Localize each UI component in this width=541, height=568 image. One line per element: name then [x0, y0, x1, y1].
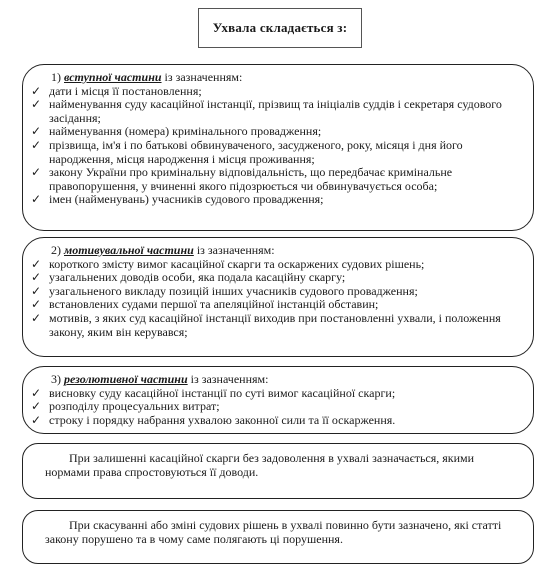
section-heading [51, 373, 521, 387]
page-title: Ухвала складається з: [212, 20, 348, 35]
title-box [198, 8, 362, 48]
note-text: При скасуванні або зміні судових рішень в ухвалі повинно бути зазначено, які статті закону порушено та в чому саме полягають ці порушення. [45, 518, 502, 546]
list-item: ✓ дати і місця її постановлення; [31, 83, 202, 98]
checkmark-icon: ✓ [31, 283, 42, 298]
list-item: ✓ строку і порядку набрання ухвалою законної сили та її оскарження. [31, 412, 396, 427]
list-item: ✓ розподілу процесуальних витрат; [31, 399, 220, 414]
checkmark-icon: ✓ [31, 310, 42, 325]
checkmark-icon: ✓ [31, 137, 42, 152]
list-item: ✓ найменування суду касаційної інстанції, прізвищ та ініціалів суддів і секретаря судового засідання; [31, 97, 502, 125]
note-dismissal [22, 443, 534, 499]
list-item: ✓ найменування (номера) кримінального провадження; [31, 124, 322, 139]
section-name: мотивувальної частини [64, 243, 194, 257]
checkmark-icon: ✓ [31, 97, 42, 112]
section-number: 3) [51, 372, 61, 386]
checkmark-icon: ✓ [31, 124, 42, 139]
section-number: 1) [51, 70, 61, 84]
checkmark-icon: ✓ [31, 270, 42, 285]
list-item: ✓ короткого змісту вимог касаційної скарги та оскаржених судових рішень; [31, 256, 425, 271]
section-resolutive [22, 366, 534, 434]
checkmark-icon: ✓ [31, 399, 42, 414]
section-motivational [22, 237, 534, 357]
section-suffix: із зазначенням: [161, 70, 243, 84]
section-heading [51, 71, 521, 85]
list-item: ✓ встановлених судами першої та апеляційної інстанцій обставин; [31, 297, 379, 312]
section-introductory [22, 64, 534, 231]
section-suffix: із зазначенням: [193, 243, 275, 257]
note-annulment [22, 510, 534, 564]
list-item: ✓ висновку суду касаційної інстанції по суті вимог касаційної скарги; [31, 385, 396, 400]
list-item: ✓ узагальнених доводів особи, яка подала касаційну скаргу; [31, 270, 346, 285]
list-item: ✓ прізвища, ім'я і по батькові обвинуваченого, засудженого, року, місяця і дня його народження, місця народження і місця проживання; [31, 137, 463, 166]
checkmark-icon: ✓ [31, 83, 42, 98]
section-name: резолютивної частини [64, 372, 188, 386]
list-item: ✓ імен (найменувань) учасників судового провадження; [31, 192, 324, 207]
section-heading [51, 244, 521, 258]
checkmark-icon: ✓ [31, 165, 42, 180]
note-text: При залишенні касаційної скарги без задоволення в ухвалі зазначається, якими нормами права спростовуються її доводи. [45, 451, 475, 479]
list-item: ✓ узагальненого викладу позицій інших учасників судового провадження; [31, 283, 418, 298]
list-item: ✓ закону України про кримінальну відповідальність, що передбачає кримінальне правопорушення, у вчиненні якого підозрюється чи обвинувачується особа; [31, 165, 453, 193]
section-suffix: із зазначенням: [187, 372, 269, 386]
checkmark-icon: ✓ [31, 192, 42, 207]
checkmark-icon: ✓ [31, 412, 42, 427]
checkmark-icon: ✓ [31, 385, 42, 400]
checkmark-icon: ✓ [31, 297, 42, 312]
section-number: 2) [51, 243, 61, 257]
list-item: ✓ мотивів, з яких суд касаційної інстанції виходив при постановленні ухвали, і положення закону, яким він керувався; [31, 310, 501, 339]
checkmark-icon: ✓ [31, 256, 42, 271]
section-name: вступної частини [64, 70, 162, 84]
